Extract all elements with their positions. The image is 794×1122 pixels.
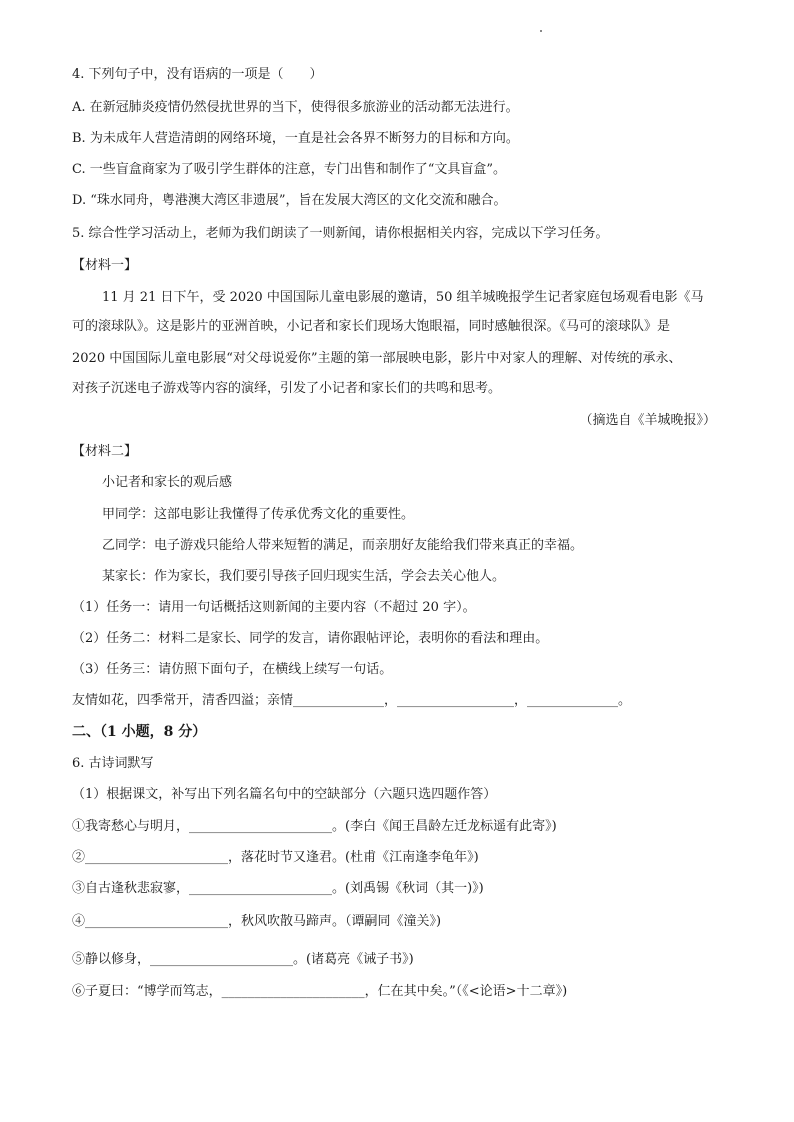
- q5-stem: 5. 综合性学习活动上，老师为我们朗读了一则新闻，请你根据相关内容，完成以下学习任务。: [72, 226, 609, 241]
- material-2-title: 【材料二】: [72, 444, 138, 459]
- material-1-title: 【材料一】: [72, 258, 138, 273]
- section-2-title: 二、（1 小题，8 分）: [72, 724, 207, 740]
- poem-item-4: ④______________________，秋风吹散马蹄声。（谭嗣同《潼关》): [72, 914, 442, 929]
- poem-item-2: ②______________________，落花时节又逢君。(杜甫《江南逢李龟年》): [72, 850, 479, 865]
- q6-stem: 6. 古诗词默写: [72, 756, 154, 771]
- scan-dot: [540, 30, 542, 32]
- material-1-line-1: 11 月 21 日下午，受 2020 中国国际儿童电影展的邀请，50 组羊城晚报学生记者家庭包场观看电影《马: [102, 290, 704, 305]
- material-1-line-4: 对孩子沉迷电子游戏等内容的演绎，引发了小记者和家长们的共鸣和思考。: [72, 381, 502, 396]
- material-2-subtitle: 小记者和家长的观后感: [102, 475, 233, 490]
- material-2-student-b: 乙同学：电子游戏只能给人带来短暂的满足，而亲朋好友能给我们带来真正的幸福。: [102, 538, 584, 553]
- material-1-line-3: 2020 中国国际儿童电影展“对父母说爱你”主题的第一部展映电影，影片中对家人的理解、对传统的承永、: [72, 351, 682, 366]
- task-1: （1）任务一：请用一句话概括这则新闻的主要内容（不超过 20 字）。: [72, 600, 476, 615]
- q4-option-c: C. 一些盲盒商家为了吸引学生群体的注意，专门出售和制作了“文具盲盒”。: [72, 162, 507, 177]
- q4-stem: 4. 下列句子中，没有语病的一项是（ ）: [72, 67, 323, 82]
- q6-intro: （1）根据课文，补写出下列名篇名句中的空缺部分（六题只选四题作答）: [72, 787, 497, 802]
- q4-option-a: A. 在新冠肺炎疫情仍然侵扰世界的当下，使得很多旅游业的活动都无法进行。: [72, 100, 519, 115]
- q4-option-b: B. 为未成年人营造清朗的网络环境，一直是社会各界不断努力的目标和方向。: [72, 131, 519, 146]
- q4-option-d: D. “珠水同舟，粤港澳大湾区非遗展”，旨在发展大湾区的文化交流和融合。: [72, 193, 507, 208]
- material-2-parent: 某家长：作为家长，我们要引导孩子回归现实生活，学会去关心他人。: [102, 569, 506, 584]
- task-3-fill-line: 友情如花，四季常开，清香四溢；亲情______________，__________________，______________。: [72, 693, 632, 708]
- poem-item-6: ⑥子夏曰：“博学而笃志，______________________，仁在其中矣。”（《<论语>十二章》): [72, 984, 568, 999]
- poem-item-5: ⑤静以修身，______________________。(诸葛亮《诫子书》): [72, 952, 414, 967]
- poem-item-1: ①我寄愁心与明月，______________________。(李白《闻王昌龄左迁龙标遥有此寄》): [72, 819, 557, 834]
- poem-item-3: ③自古逢秋悲寂寥，______________________。(刘禹锡《秋词（其一)》): [72, 881, 484, 896]
- material-2-student-a: 甲同学：这部电影让我懂得了传承优秀文化的重要性。: [102, 507, 415, 522]
- material-1-source: （摘选自《羊城晚报》）: [579, 413, 716, 428]
- material-1-line-2: 可的滚球队》。这是影片的亚洲首映，小记者和家长们现场大饱眼福，同时感触很深。《马可的滚球队》是: [72, 319, 671, 334]
- task-3: （3）任务三：请仿照下面句子，在横线上续写一句话。: [72, 662, 393, 677]
- task-2: （2）任务二：材料二是家长、同学的发言，请你跟帖评论，表明你的看法和理由。: [72, 631, 549, 646]
